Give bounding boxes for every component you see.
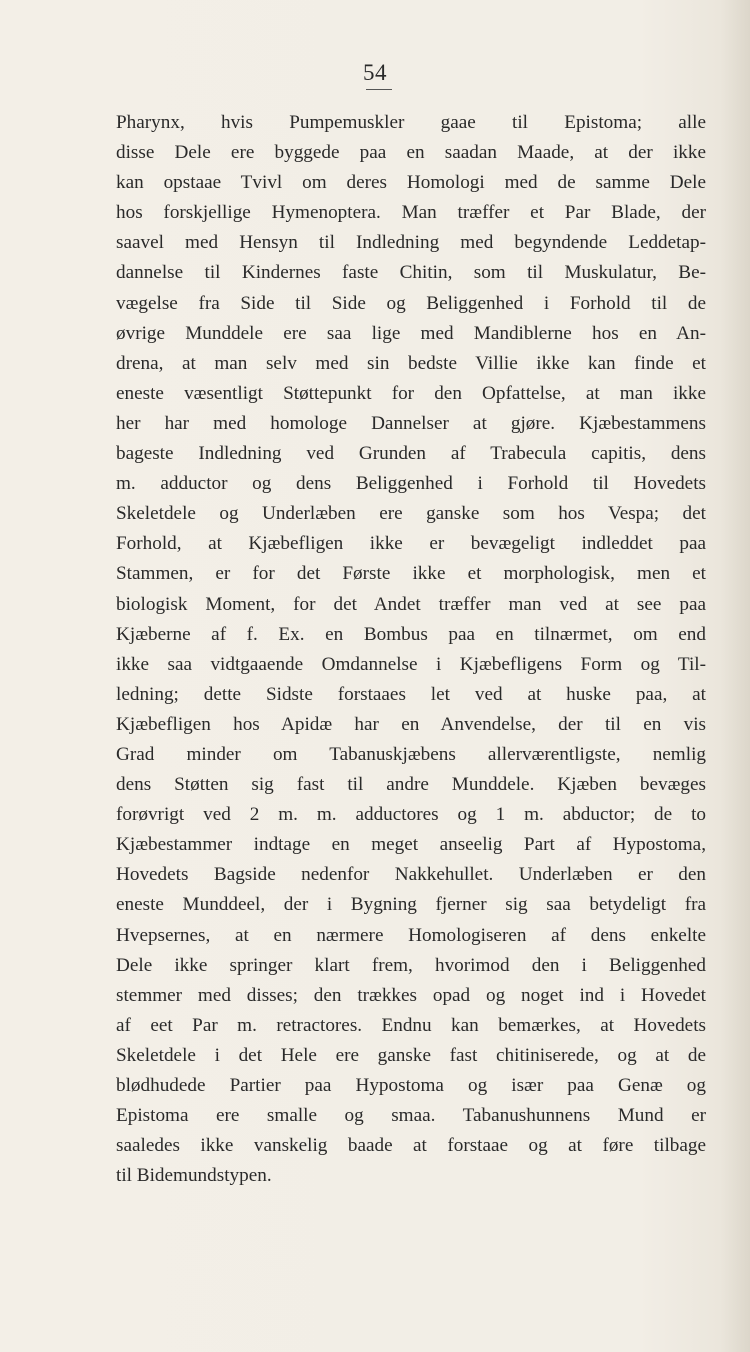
text-line: kan opstaae Tvivl om deres Homologi med de samme Dele bbox=[116, 172, 706, 194]
text-line: til Bidemundstypen. bbox=[116, 1165, 272, 1187]
text-line: disse Dele ere byggede paa en saadan Maade, at der ikke bbox=[116, 142, 706, 164]
text-line: biologisk Moment, for det Andet træffer man ved at see paa bbox=[116, 593, 706, 615]
text-line: dens Støtten sig fast til andre Munddele. Kjæben bevæges bbox=[116, 774, 706, 796]
text-line: Dele ikke springer klart frem, hvorimod den i Beliggenhed bbox=[116, 954, 706, 976]
text-line: eneste væsentligt Støttepunkt for den Opfattelse, at man ikke bbox=[116, 382, 706, 404]
text-line: Stammen, er for det Første ikke et morphologisk, men et bbox=[116, 563, 706, 585]
text-line: saaledes ikke vanskelig baade at forstaae og at føre tilbage bbox=[116, 1135, 706, 1157]
text-line: m. adductor og dens Beliggenhed i Forhold til Hovedets bbox=[116, 473, 706, 495]
body-text bbox=[116, 108, 706, 1191]
text-line: forøvrigt ved 2 m. m. adductores og 1 m. abductor; de to bbox=[116, 804, 706, 826]
text-line: dannelse til Kindernes faste Chitin, som til Muskulatur, Be- bbox=[116, 262, 706, 284]
text-line: Kjæbestammer indtage en meget anseelig Part af Hypostoma, bbox=[116, 834, 706, 856]
text-line: øvrige Munddele ere saa lige med Mandiblerne hos en An- bbox=[116, 322, 706, 344]
text-line: stemmer med disses; den trækkes opad og noget ind i Hovedet bbox=[116, 984, 706, 1006]
text-line: blødhudede Partier paa Hypostoma og især paa Genæ og bbox=[116, 1075, 706, 1096]
page-number: 54 bbox=[363, 60, 387, 85]
text-line: Skeletdele i det Hele ere ganske fast chitiniserede, og at de bbox=[116, 1044, 706, 1066]
text-line: Epistoma ere smalle og smaa. Tabanushunnens Mund er bbox=[116, 1105, 706, 1127]
text-line: af eet Par m. retractores. Endnu kan bemærkes, at Hovedets bbox=[116, 1014, 706, 1036]
text-line: Grad minder om Tabanuskjæbens allerværentligste, nemlig bbox=[116, 743, 706, 765]
text-line: drena, at man selv med sin bedste Villie ikke kan finde et bbox=[116, 352, 706, 374]
text-line: Hovedets Bagside nedenfor Nakkehullet. Underlæben er den bbox=[116, 864, 706, 886]
text-line: hos forskjellige Hymenoptera. Man træffer et Par Blade, der bbox=[116, 202, 706, 224]
text-line: Pharynx, hvis Pumpemuskler gaae til Epistoma; alle bbox=[116, 112, 706, 133]
text-line: vægelse fra Side til Side og Beliggenhed i Forhold til de bbox=[116, 292, 706, 314]
text-line: Kjæberne af f. Ex. en Bombus paa en tilnærmet, om end bbox=[116, 623, 706, 645]
text-line: Forhold, at Kjæbefligen ikke er bevægeligt indleddet paa bbox=[116, 533, 706, 555]
text-line: Kjæbefligen hos Apidæ har en Anvendelse, der til en vis bbox=[116, 713, 706, 735]
text-line: Hvepsernes, at en nærmere Homologiseren af dens enkelte bbox=[116, 924, 706, 946]
text-line: ledning; dette Sidste forstaaes let ved at huske paa, at bbox=[116, 683, 706, 705]
page-number-underline bbox=[366, 89, 392, 90]
text-line: Skeletdele og Underlæben ere ganske som hos Vespa; det bbox=[116, 503, 706, 525]
text-line: her har med homologe Dannelser at gjøre. Kjæbestammens bbox=[116, 412, 706, 434]
text-line: ikke saa vidtgaaende Omdannelse i Kjæbefligens Form og Til- bbox=[116, 653, 706, 675]
text-line: saavel med Hensyn til Indledning med begyndende Leddetap- bbox=[116, 232, 706, 254]
text-line: bageste Indledning ved Grunden af Trabecula capitis, dens bbox=[116, 443, 706, 465]
text-line: eneste Munddeel, der i Bygning fjerner sig saa betydeligt fra bbox=[116, 894, 706, 916]
